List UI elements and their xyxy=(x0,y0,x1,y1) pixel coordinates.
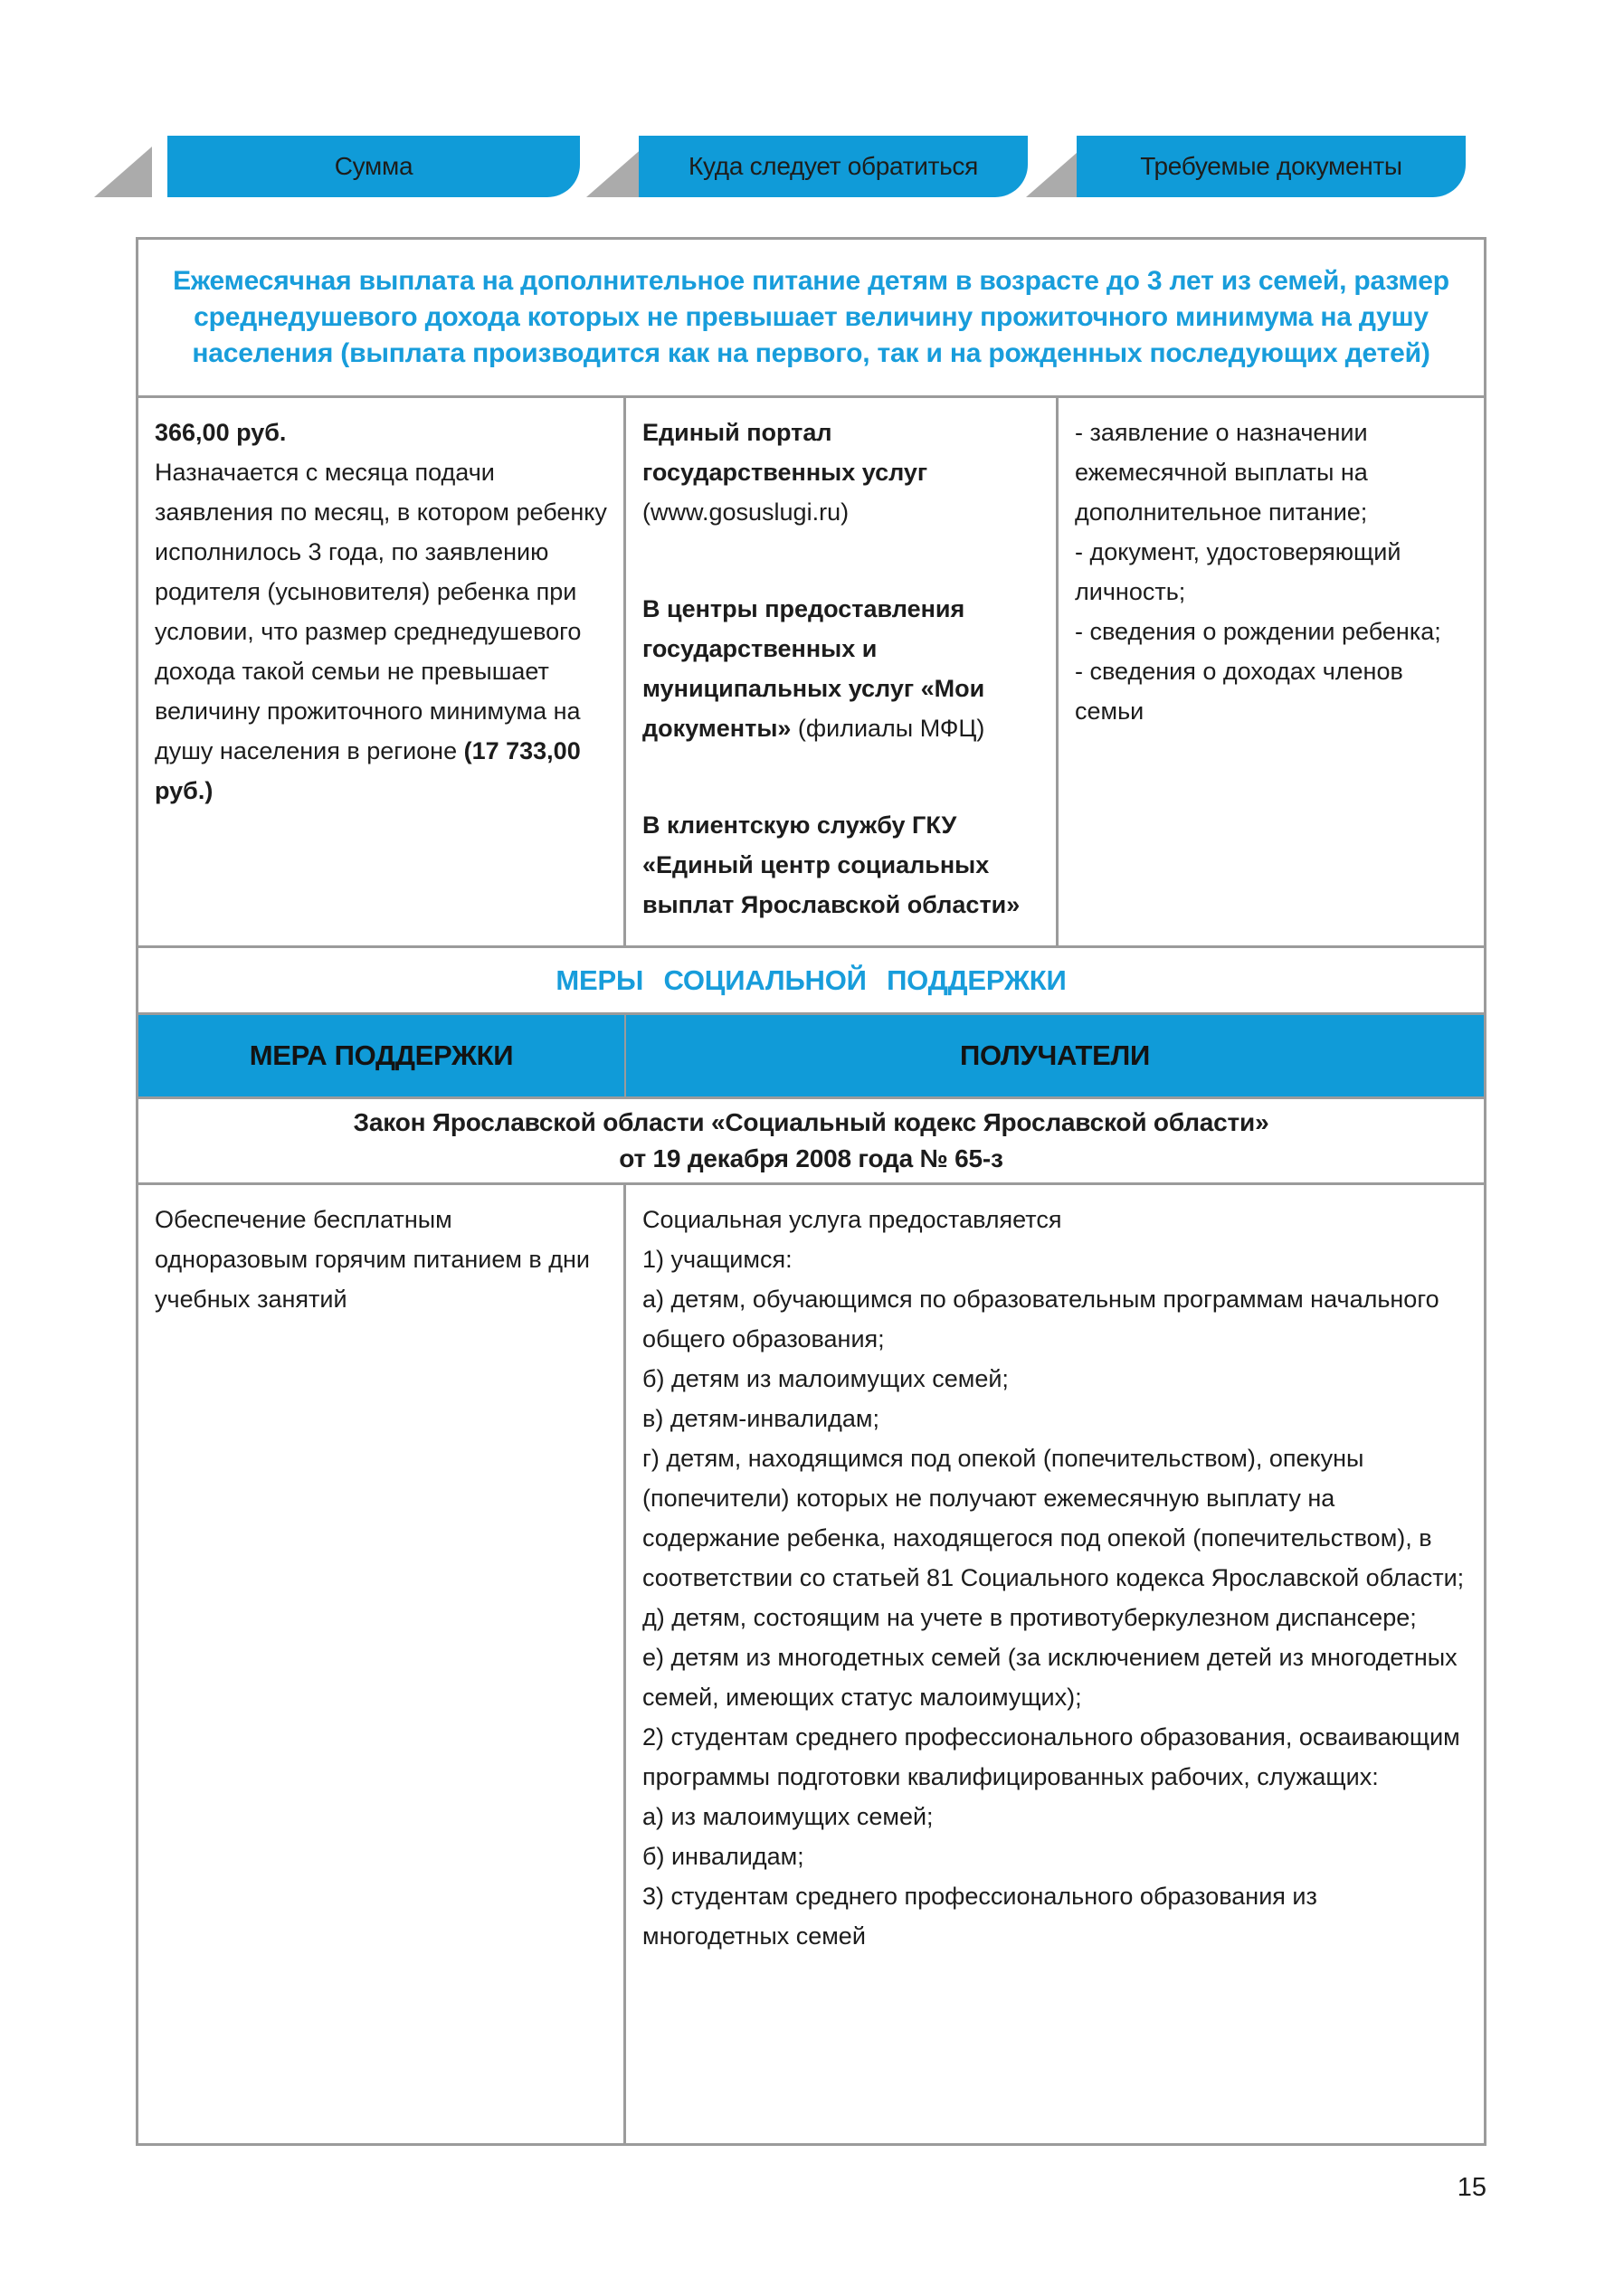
document-item: - документ, удостоверяющий личность; xyxy=(1075,538,1401,605)
benefit-table xyxy=(136,237,1486,2146)
recipient-line: д) детям, состоящим на учете в противотуберкулезном диспансере; xyxy=(642,1604,1417,1631)
where-to-apply-cell xyxy=(626,398,1059,945)
amount-threshold: (17 733,00 руб.) xyxy=(155,737,581,804)
recipient-line: б) детям из малоимущих семей; xyxy=(642,1365,1009,1392)
law-date: от 19 декабря 2008 года № 65-з xyxy=(619,1144,1003,1172)
where-gku: В клиентскую службу ГКУ «Единый центр социальных выплат Ярославской области» xyxy=(642,811,1021,918)
recipient-line: а) из малоимущих семей; xyxy=(642,1803,934,1830)
support-measure-row xyxy=(138,1185,1484,2143)
recipient-line: г) детям, находящимся под опекой (попечительством), опекуны (попечители) которых не получают ежемесячную выплату на содержание ребенка, находящегося под опекой (попечительством), в соответствии со статьей 81 Социального кодекса Ярославской области; xyxy=(642,1445,1465,1591)
tab-summa xyxy=(167,136,580,197)
support-table-header xyxy=(138,1015,1484,1099)
recipient-line: в) детям-инвалидам; xyxy=(642,1405,879,1432)
recipient-line: а) детям, обучающимся по образовательным программам начального общего образования; xyxy=(642,1286,1439,1352)
law-title-row xyxy=(138,1099,1484,1185)
tab-label: Сумма xyxy=(334,152,413,180)
tabs-bar xyxy=(0,136,1624,197)
measure-header-cell: МЕРА ПОДДЕРЖКИ xyxy=(138,1015,626,1096)
amount-cell xyxy=(138,398,626,945)
fold-triangle-icon xyxy=(586,147,644,197)
document-item: - заявление о назначении ежемесячной выплаты на дополнительное питание; xyxy=(1075,419,1368,526)
document-item: - сведения о рождении ребенка; xyxy=(1075,618,1441,645)
portal-url: (www.gosuslugi.ru) xyxy=(642,498,850,526)
recipient-line: 3) студентам среднего профессионального образования из многодетных семей xyxy=(642,1883,1317,1950)
recipient-line: 1) учащимся: xyxy=(642,1246,793,1273)
recipient-line: Социальная услуга предоставляется xyxy=(642,1206,1062,1233)
section-title: МЕРЫ СОЦИАЛЬНОЙ ПОДДЕРЖКИ xyxy=(556,963,1067,996)
recipients-header-cell: ПОЛУЧАТЕЛИ xyxy=(960,1039,1150,1071)
recipient-line: б) инвалидам; xyxy=(642,1843,804,1870)
benefit-details-row xyxy=(138,398,1484,948)
tab-required-documents xyxy=(1077,136,1466,197)
tab-label: Куда следует обратиться xyxy=(689,152,978,180)
section-title-row xyxy=(138,948,1484,1015)
benefit-title-row xyxy=(138,240,1484,398)
fold-triangle-icon xyxy=(94,147,152,197)
document-item: - сведения о доходах членов семьи xyxy=(1075,658,1403,725)
documents-cell xyxy=(1059,398,1484,945)
benefit-title: Ежемесячная выплата на дополнительное питание детям в возрасте до 3 лет из семей, размер среднедушевого дохода которых не превышает величину прожиточного минимума на душу населения (выплата производится как на первого, так и на рожденных последующих детей) xyxy=(173,266,1449,368)
amount-details: Назначается с месяца подачи заявления по месяц, в котором ребенку исполнилось 3 года, по заявлению родителя (усыновителя) ребенка при условии, что размер среднедушевого дохода такой семьи не превышает величину прожиточного минимума на душу населения в регионе (17 733,00 руб.) xyxy=(155,459,607,804)
page-number: 15 xyxy=(1457,2173,1486,2202)
law-title: Закон Ярославской области «Социальный кодекс Ярославской области» xyxy=(353,1108,1269,1136)
recipient-line: е) детям из многодетных семей (за исключением детей из многодетных семей, имеющих статус малоимущих); xyxy=(642,1644,1458,1711)
recipients-cell xyxy=(626,1185,1484,2143)
amount-value: 366,00 руб. xyxy=(155,419,287,446)
tab-label: Требуемые документы xyxy=(1140,152,1402,180)
measure-cell xyxy=(138,1185,626,2143)
measure-text: Обеспечение бесплатным одноразовым горячим питанием в дни учебных занятий xyxy=(155,1206,591,1313)
where-portal: Единый портал государственных услуг (www.gosuslugi.ru) xyxy=(642,419,928,526)
tab-where-to-apply xyxy=(639,136,1028,197)
where-mfc: В центры предоставления государственных и муниципальных услуг «Мои документы» (филиалы МФЦ) xyxy=(642,595,985,742)
recipient-line: 2) студентам среднего профессионального образования, осваивающим программы подготовки квалифицированных рабочих, служащих: xyxy=(642,1723,1460,1790)
fold-triangle-icon xyxy=(1026,147,1084,197)
